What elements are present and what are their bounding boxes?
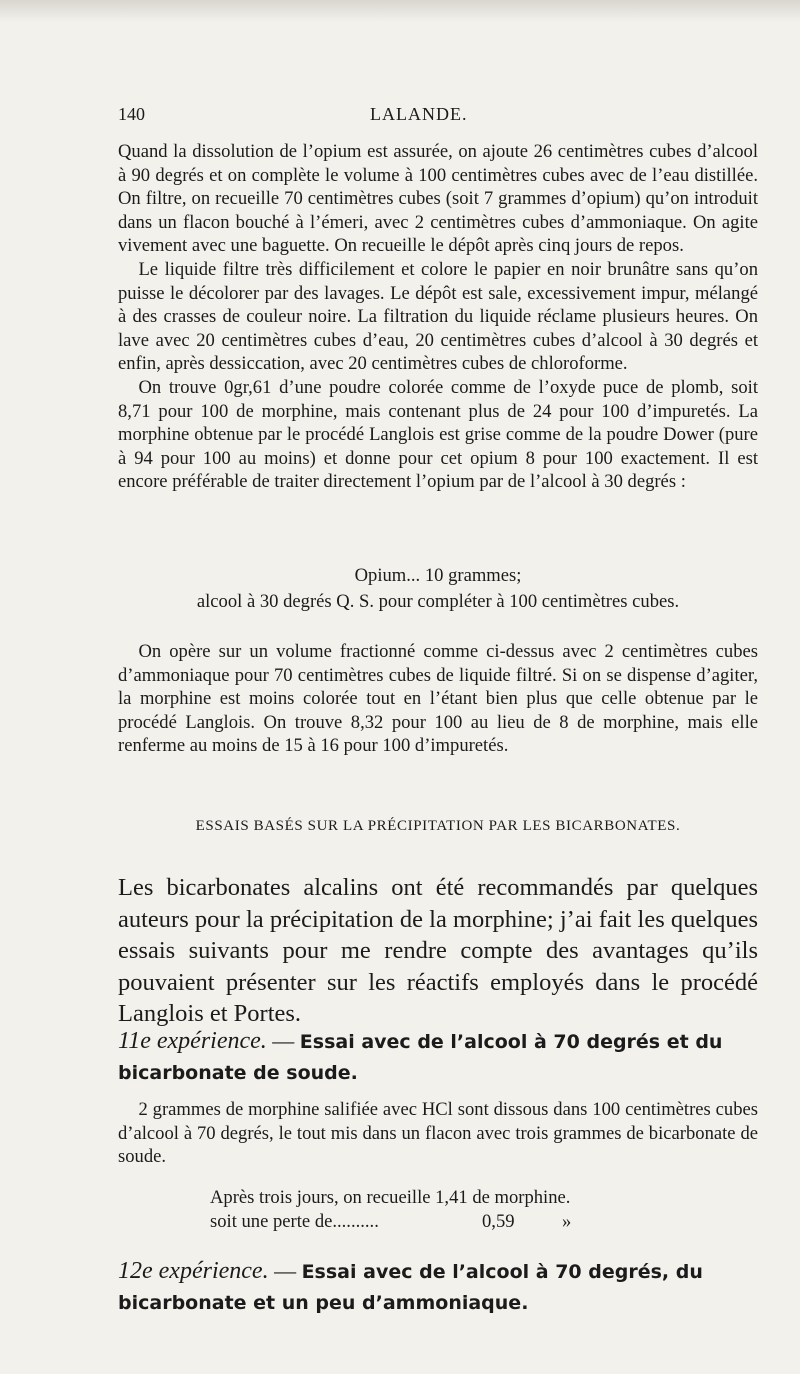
formula-line-2: alcool à 30 degrés Q. S. pour compléter à 100 centimètres cubes. (196, 591, 680, 612)
paragraph-results: On trouve 0gr,61 d’une poudre colorée comme de l’oxyde puce de plomb, soit 8,71 pour 100 de morphine, mais contenant plus de 24 pour 100 d’impuretés. La morphine obtenue par le procédé Langlois est grise comme de la poudre Dower (pure à 94 pour 100 au moins) et donne pour cet opium 8 pour 100 exactement. Il est encore préférable de traiter directement l’opium par de l’alcool à 30 degrés : (118, 376, 758, 493)
paragraph-bicarbonates-text: Les bicarbonates alcalins ont été recommandés par quelques auteurs pour la précipitation de la morphine; j’ai fait les quelques essais suivants pour me rendre compte des avantages qu’ils pouvaient présenter sur les réactifs employés dans le procédé Langlois et Portes. (118, 874, 758, 1027)
paragraph-operation: On opère sur un volume fractionné comme ci-dessus avec 2 centimètres cubes d’ammoniaque pour 70 centimètres cubes de liquide filtré. Si on se dispense d’agiter, la morphine est moins colorée tout en l’étant bien plus que celle obtenue par le procédé Langlois. On trouve 8,32 pour 100 au lieu de 8 de morphine, mais elle renferme au moins de 15 à 16 pour 100 d’impuretés. (118, 641, 758, 757)
paragraph-dissolution: Quand la dissolution de l’opium est assurée, on ajoute 26 centimètres cubes d’alcool à 90 degrés et on complète le volume à 100 centimètres cubes avec de l’eau distillée. On filtre, on recueille 70 centimètres cubes (soit 7 grammes d’opium) qu’on introduit dans un flacon bouché à l’émeri, avec 2 centimètres cubes d’ammoniaque. On agite vivement avec une baguette. On recueille le dépôt après cinq jours de repos. (118, 141, 758, 257)
paragraph-bicarbonates (118, 872, 758, 1030)
running-header (118, 104, 718, 128)
body-text-experiment-11 (118, 1098, 758, 1169)
result-line-2 (210, 1210, 630, 1234)
experiment-12-label: 12e expérience. (118, 1258, 269, 1284)
page-top-shadow (0, 0, 800, 22)
experiment-12-title: Essai avec de l’alcool à 70 degrés, du bicarbonate et un peu d’ammoniaque. (118, 1261, 703, 1314)
experiment-11-heading (118, 1026, 758, 1088)
experiment-12-dash: — (274, 1258, 297, 1283)
paragraph-filtration: Le liquide filtre très difficilement et colore le papier en noir brunâtre sans qu’on puisse le décolorer par des lavages. Le dépôt est sale, excessivement impur, mélangé à des crasses de couleur noire. La filtration du liquide réclame plusieurs heures. On lave avec 20 centimètres cubes d’eau, 20 centimètres cubes d’alcool à 30 degrés et enfin, après dessiccation, avec 20 centimètres cubes de chloroforme. (118, 258, 758, 375)
body-text-top (118, 140, 758, 494)
page-number: 140 (118, 104, 145, 124)
result-loss-unit: » (562, 1211, 572, 1232)
experiment-11-title: Essai avec de l’alcool à 70 degrés et du bicarbonate de soude. (118, 1031, 723, 1084)
section-heading: ESSAIS BASÉS SUR LA PRÉCIPITATION PAR LES BICARBONATES. (195, 818, 681, 834)
result-loss-value: 0,59 (482, 1211, 515, 1232)
running-title: LALANDE. (370, 104, 468, 124)
experiment-11-label: 11e expérience. (118, 1028, 267, 1054)
paragraph-experiment-11: 2 grammes de morphine salifiée avec HCl sont dissous dans 100 centimètres cubes d’alcool à 70 degrés, le tout mis dans un flacon avec trois grammes de bicarbonate de soude. (118, 1099, 758, 1168)
result-line-1: Après trois jours, on recueille 1,41 de morphine. (210, 1187, 571, 1208)
experiment-11-dash: — (272, 1028, 295, 1053)
formula-line-1: Opium... 10 grammes; (354, 565, 522, 586)
body-text-middle (118, 640, 758, 758)
result-loss-label: soit une perte de.......... (210, 1211, 379, 1232)
experiment-12-heading (118, 1256, 758, 1318)
